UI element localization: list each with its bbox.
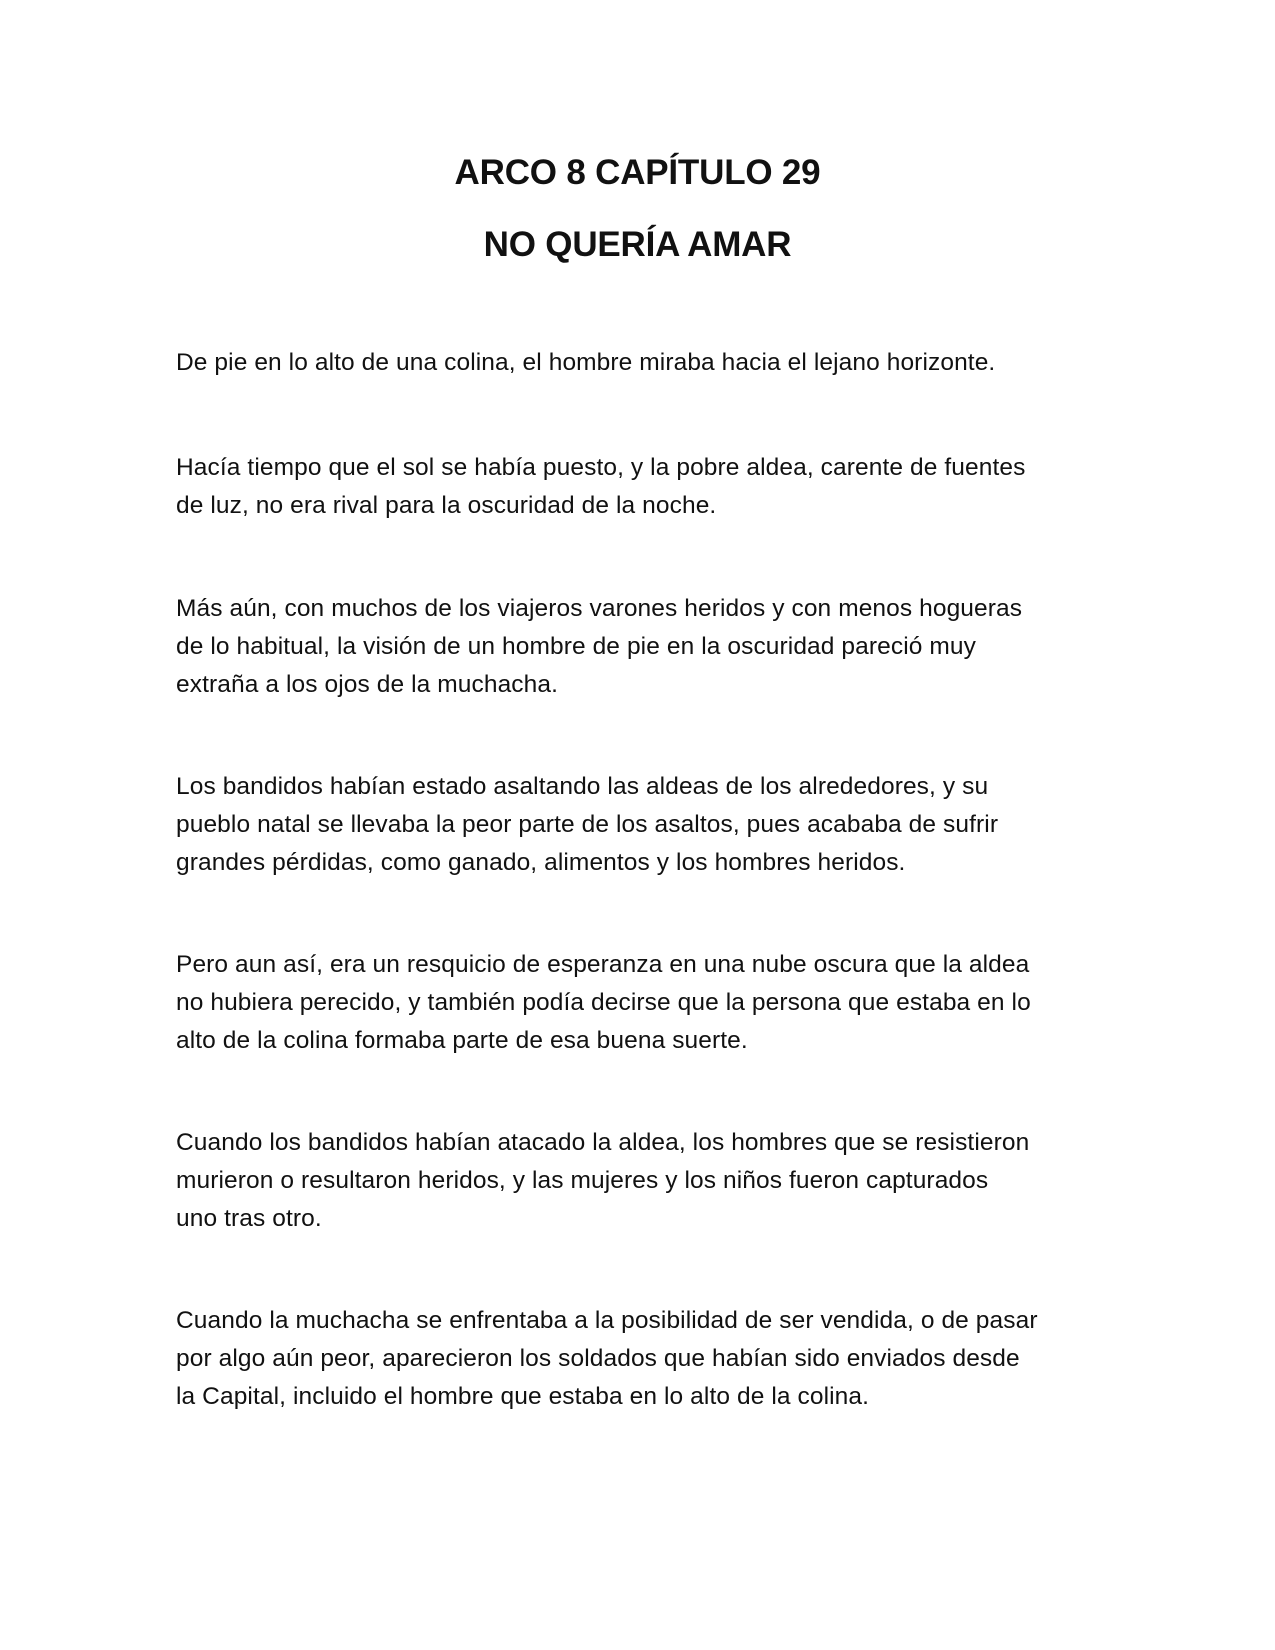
paragraph-6: Cuando los bandidos habían atacado la aldea, los hombres que se resistieron murieron o resultaron heridos, y las mujeres y los niños fueron capturados uno tras otro.	[176, 1129, 1030, 1232]
paragraph-7: Cuando la muchacha se enfrentaba a la posibilidad de ser vendida, o de pasar por algo aún peor, aparecieron los soldados que habían sido enviados desde la Capital, incluido el hombre que estaba en lo alto de la colina.	[176, 1307, 1038, 1410]
paragraph-4: Los bandidos habían estado asaltando las aldeas de los alrededores, y su pueblo natal se llevaba la peor parte de los asaltos, pues acababa de sufrir grandes pérdidas, como ganado, alimentos y los hombres heridos.	[176, 773, 999, 876]
paragraph-5: Pero aun así, era un resquicio de esperanza en una nube oscura que la aldea no hubiera perecido, y también podía decirse que la persona que estaba en lo alto de la colina formaba parte de esa buena suerte.	[176, 951, 1031, 1054]
paragraph-3: Más aún, con muchos de los viajeros varones heridos y con menos hogueras de lo habitual, la visión de un hombre de pie en la oscuridad pareció muy extraña a los ojos de la muchacha.	[176, 595, 1023, 698]
paragraph-2: Hacía tiempo que el sol se había puesto, y la pobre aldea, carente de fuentes de luz, no era rival para la oscuridad de la noche.	[176, 454, 1026, 519]
chapter-heading: ARCO 8 CAPÍTULO 29	[454, 153, 821, 192]
chapter-title: NO QUERÍA AMAR	[483, 225, 792, 264]
paragraph-1: De pie en lo alto de una colina, el hombre miraba hacia el lejano horizonte.	[176, 349, 996, 376]
